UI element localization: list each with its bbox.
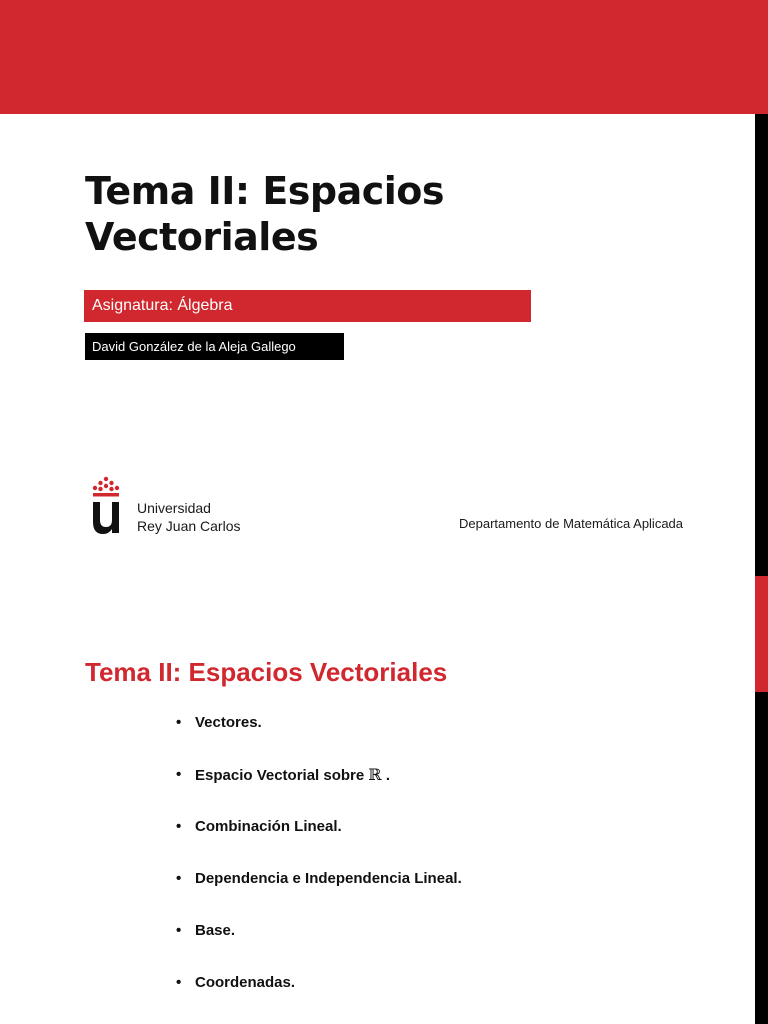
list-item-text: Vectores. [195, 714, 262, 731]
department-name: Departamento de Matemática Aplicada [459, 516, 684, 531]
real-numbers-symbol: ℝ [368, 765, 382, 784]
list-item [176, 764, 462, 816]
bullet-icon: • [176, 766, 182, 783]
bullet-icon: • [176, 870, 182, 887]
list-item [176, 972, 462, 1024]
right-edge-strip [755, 114, 768, 1024]
cover-title-line-2: Vectoriales [85, 215, 319, 259]
list-item-text: Coordenadas. [195, 974, 296, 991]
university-name [137, 499, 241, 535]
list-item-text: Combinación Lineal. [195, 818, 342, 835]
topic-list [176, 712, 462, 1024]
bullet-icon: • [176, 714, 182, 731]
university-name-line-2: Rey Juan Carlos [137, 518, 241, 534]
list-item-text [195, 764, 390, 787]
header-red-bar [0, 0, 768, 114]
cover-title [85, 168, 685, 260]
subject-banner: Asignatura: Álgebra [84, 290, 531, 322]
urjc-logo-icon [89, 474, 125, 534]
right-edge-red-marker [755, 576, 768, 692]
section-title: Tema II: Espacios Vectoriales [85, 657, 448, 687]
author-banner: David González de la Aleja Gallego [85, 333, 344, 360]
bullet-icon: • [176, 922, 182, 939]
list-item [176, 920, 462, 972]
bullet-icon: • [176, 818, 182, 835]
list-item [176, 712, 462, 764]
list-item [176, 868, 462, 920]
list-item-text: Base. [195, 922, 236, 939]
list-item-suffix: . [381, 767, 391, 784]
university-name-line-1: Universidad [137, 500, 211, 516]
list-item-prefix: Espacio Vectorial sobre [195, 767, 369, 784]
bullet-icon: • [176, 974, 182, 991]
list-item [176, 816, 462, 868]
cover-title-line-1: Tema II: Espacios [85, 169, 445, 213]
list-item-text: Dependencia e Independencia Lineal. [195, 870, 462, 887]
